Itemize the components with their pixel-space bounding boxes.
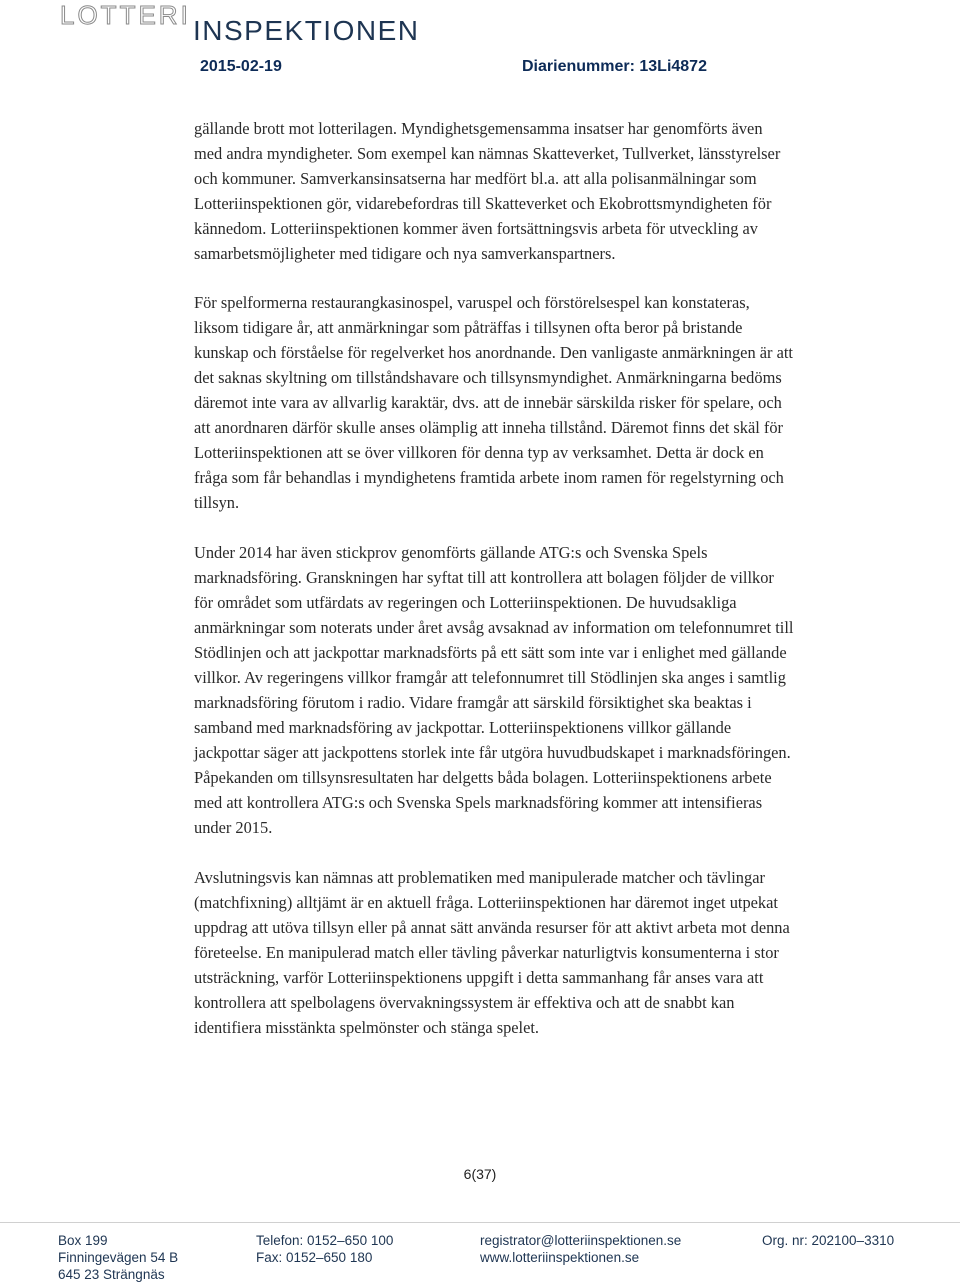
paragraph: Under 2014 har även stickprov genomförts gällande ATG:s och Svenska Spels marknadsföring. Granskningen har syftat till att kontrollera att bolagen följder de villkor för området som utfärdats av regeringen och Lotteriinspektionen. De huvudsakliga anmärkningar som noterats under året avsåg avsaknad av information om telefonnumret till Stödlinjen och att jackpottar marknadsförts på ett sätt som inte var i enlighet med gällande villkor. Av regeringens villkor framgår att telefonnumret till Stödlinjen ska anges i samtlig marknadsföring förutom i radio. Vidare framgår att särskild försiktighet ska beaktas i samband med marknadsföring av jackpottar. Lotteriinspektionens villkor gällande jackpottar säger att jackpottens storlek inte får utgöra huvudbudskapet i marknadsföringen. Påpekanden om tillsynsresultaten har delgetts båda bolagen. Lotteriinspektionens arbete med att kontrollera ATG:s och Svenska Spels marknadsföring kommer att intensifieras under 2015. xyxy=(194,543,794,837)
page-number: 6(37) xyxy=(463,1166,497,1182)
address-line: Finningevägen 54 B xyxy=(58,1250,179,1265)
footer-website-link[interactable]: www.lotteriinspektionen.se xyxy=(480,1250,640,1265)
paragraph: gällande brott mot lotterilagen. Myndighetsgemensamma insatser har genomförts även med andra myndigheter. Som exempel kan nämnas Skatteverket, Tullverket, länsstyrelser och kommuner. Samverkansinsatserna har medfört bl.a. att alla polisanmälningar som Lotteriinspektionen gör, vidarebefordras till Skatteverket och Ekobrottsmyndigheten för kännedom. Lotteriinspektionen kommer även fortsättningsvis arbeta för utveckling av samarbetsmöjligheter med tidigare och nya samverkanspartners. xyxy=(194,119,781,263)
footer-org-number: Org. nr: 202100–3310 xyxy=(762,1233,895,1248)
logo-text-top: LOTTERI xyxy=(60,0,191,30)
footer-email-link[interactable]: registrator@lotteriinspektionen.se xyxy=(480,1233,682,1248)
paragraph: För spelformerna restaurangkasinospel, varuspel och förstörelsespel kan konstateras, liksom tidigare år, att anmärkningar som påträffas i tillsynen ofta beror på bristande kunskap och förståelse för regelverket hos anordnande. Den vanligaste anmärkningen är att det saknas skyltning om tillståndshavare och tillsynsmyndighet. Anmärkningarna bedöms däremot inte vara av allvarlig karaktär, dvs. att de innebär särskilda risker för spelare, och att anordnaren därför skulle anses olämplig att inneha tillstånd. Däremot finns det skäl för Lotteriinspektionen att se över villkoren för denna typ av verksamhet. Detta är dock en fråga som får behandlas i myndighetens framtida arbete inom ramen för regelstyrning och tillsyn. xyxy=(194,293,793,512)
address-line: Box 199 xyxy=(58,1233,108,1248)
footer-contact-block xyxy=(480,1232,681,1266)
diary-number: Diarienummer: 13Li4872 xyxy=(522,58,707,75)
document-body xyxy=(194,116,794,1065)
logo-text-bottom: INSPEKTIONEN xyxy=(193,15,420,46)
agency-logo xyxy=(60,0,480,50)
document-date: 2015-02-19 xyxy=(200,58,282,75)
footer-phone-block xyxy=(256,1232,393,1266)
address-line: 645 23 Strängnäs xyxy=(58,1267,165,1282)
footer-fax: Fax: 0152–650 180 xyxy=(256,1250,373,1265)
footer-divider xyxy=(0,1222,960,1223)
footer-phone: Telefon: 0152–650 100 xyxy=(256,1233,394,1248)
paragraph: Avslutningsvis kan nämnas att problematiken med manipulerade matcher och tävlingar (matchfixning) alltjämt är en aktuell fråga. Lotteriinspektionen har däremot inget utpekat uppdrag att utöva tillsyn eller på annat sätt använda resurser för att aktivt arbeta mot denna företeelse. En manipulerad match eller tävling påverkar naturligtvis konsumenterna i stor utsträckning, varför Lotteriinspektionens uppgift i detta sammanhang får anses vara att kontrollera att spelbolagens övervakningssystem är effektiva och att de snabbt kan identifiera misstänkta spelmönster och stänga spelet. xyxy=(194,868,790,1037)
footer-address xyxy=(58,1232,178,1283)
